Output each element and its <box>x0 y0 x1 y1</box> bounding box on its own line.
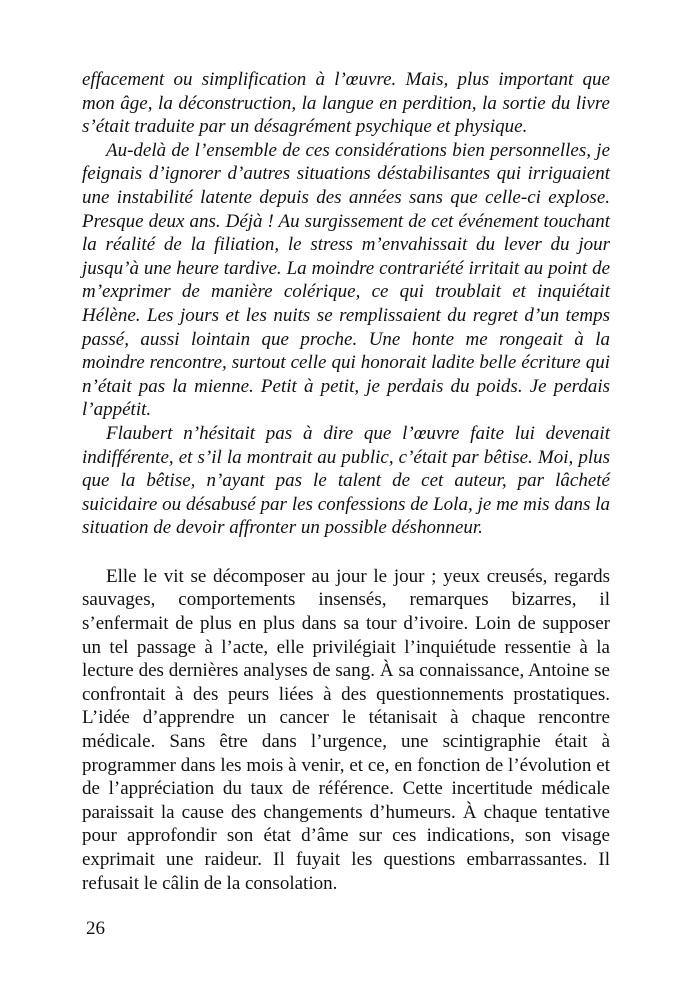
page-body <box>82 68 610 895</box>
italic-paragraph-1: effacement ou simplification à l’œuvre. Mais, plus important que mon âge, la déconstruction, la langue en perdition, la sortie du livre s’était traduite par un désagrément psychique et physique. <box>82 69 610 138</box>
italic-paragraph-2: Au-delà de l’ensemble de ces considérations bien personnelles, je feignais d’ignorer d’autres situations déstabilisantes qui irriguaient une instabilité latente depuis des années sans que celle-ci explose. Presque deux ans. Déjà ! Au surgissement de cet événement touchant la réalité de la filiation, le stress m’envahissait du lever du jour jusqu’à une heure tardive. La moindre contrariété irritait au point de m’exprimer de manière colérique, ce qui troublait et inquiétait Hélène. Les jours et les nuits se remplissaient du regret d’un temps passé, aussi lointain que proche. Une honte me rongeait à la moindre rencontre, surtout celle qui honorait ladite belle écriture qui n’était pas la mienne. Petit à petit, je perdais du poids. Je perdais l’appétit. <box>82 139 610 421</box>
roman-paragraph: Elle le vit se décomposer au jour le jour ; yeux creusés, regards sauvages, comportements insensés, remarques bizarres, il s’enfermait de plus en plus dans sa tour d’ivoire. Loin de supposer un tel passage à l’acte, elle privilégiait l’inquiétude ressentie à la lecture des dernières analyses de sang. À sa connaissance, Antoine se confrontait à des peurs liées à des questionnements prostatiques. L’idée d’apprendre un cancer le tétanisait à chaque rencontre médicale. Sans être dans l’urgence, une scintigraphie était à programmer dans les mois à venir, et ce, en fonction de l’évolution et de l’appréciation du taux de référence. Cette incertitude médicale paraissait la cause des changements d’humeurs. À chaque tentative pour approfondir son état d’âme sur ces indications, son visage exprimait une raideur. Il fuyait les questions embarrassantes. Il refusait le câlin de la consolation. <box>82 565 610 894</box>
page-number: 26 <box>86 918 105 939</box>
italic-paragraph-3: Flaubert n’hésitait pas à dire que l’œuvre faite lui devenait indifférente, et s’il la montrait au public, c’était par bêtise. Moi, plus que la bêtise, n’ayant pas le talent de cet auteur, par lâcheté suicidaire ou désabusé par les confessions de Lola, je me mis dans la situation de devoir affronter un possible déshonneur. <box>82 422 610 539</box>
